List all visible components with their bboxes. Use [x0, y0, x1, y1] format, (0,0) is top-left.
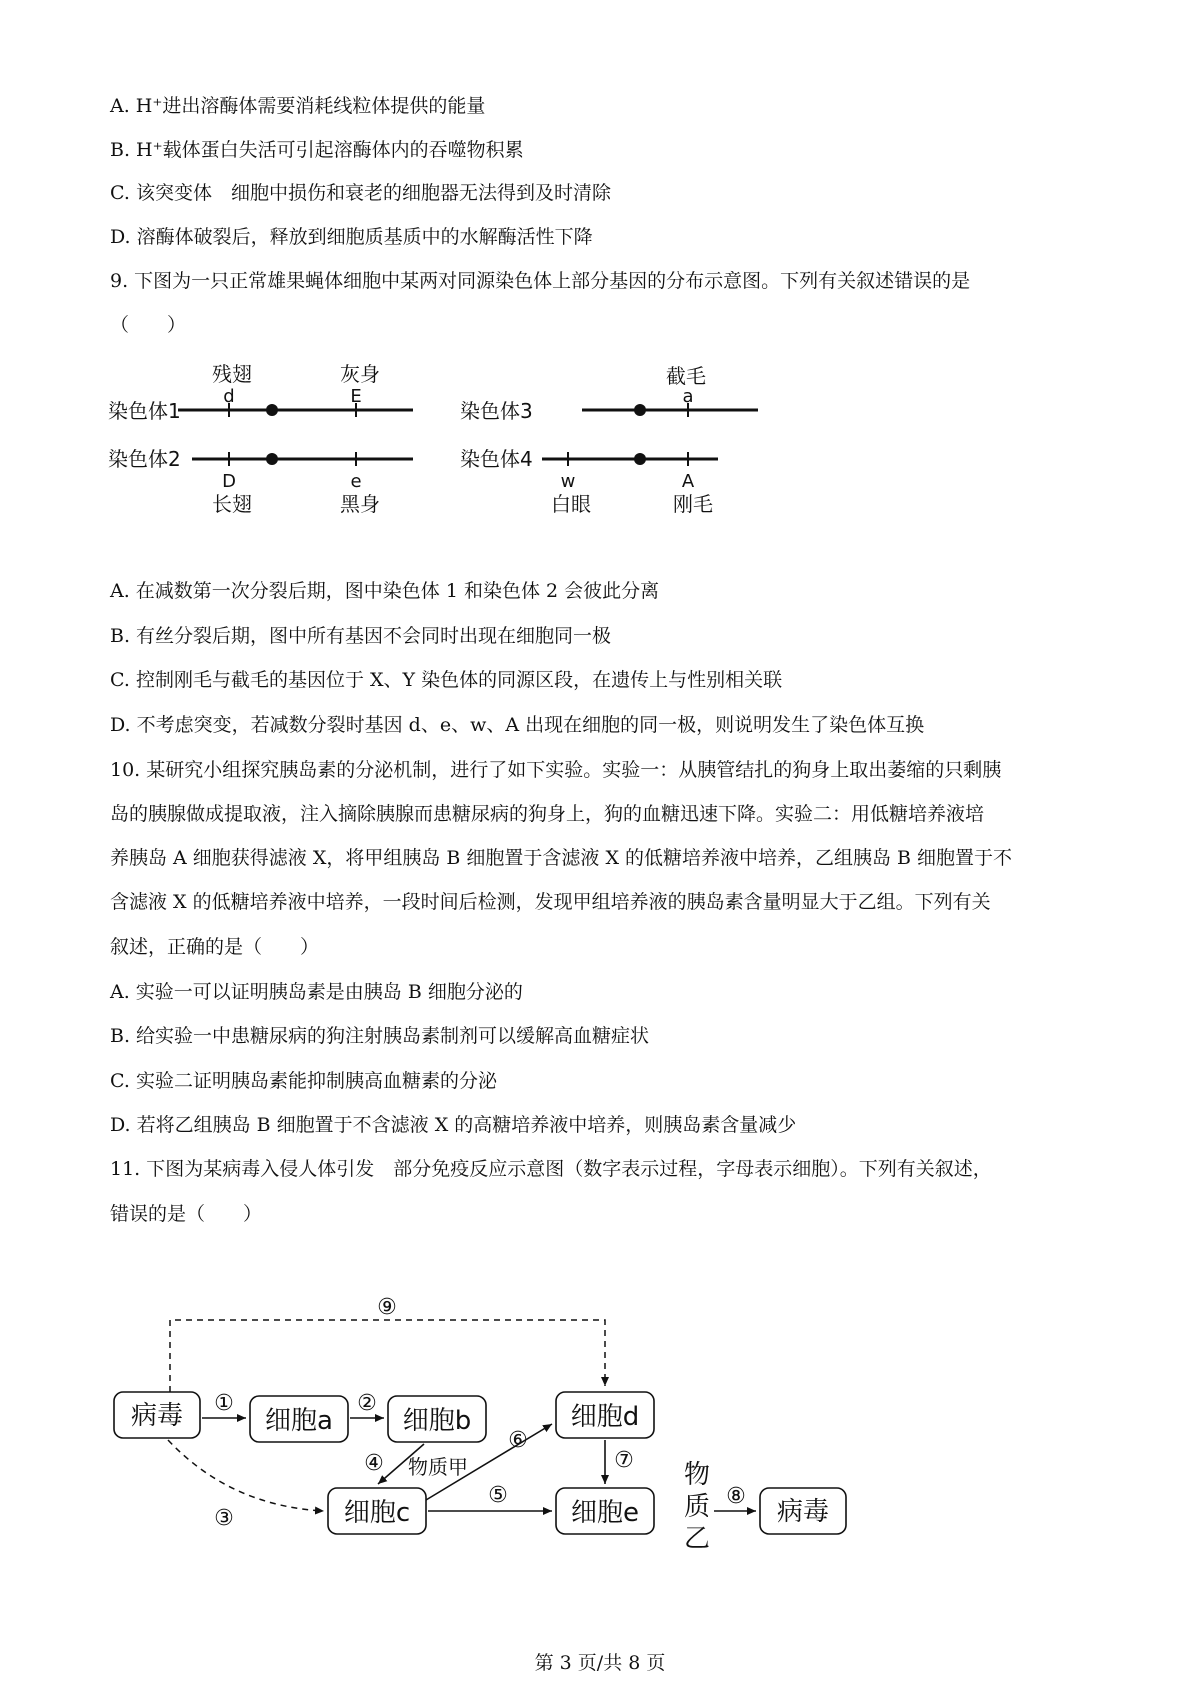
cell-e-label: 细胞e [571, 1498, 639, 1528]
step-9-label: ⑨ [377, 1295, 397, 1320]
arrow-step-3 [168, 1440, 324, 1511]
cell-d-label: 细胞d [570, 1402, 640, 1432]
q8-option-c: C. 该突变体 细胞中损伤和衰老的细胞器无法得到及时清除 [110, 182, 611, 204]
chromosome-1-trait-2: 灰身 [340, 362, 380, 386]
virus-left-label: 病毒 [130, 1401, 184, 1431]
chromosome-4-gene-1: w [560, 471, 576, 492]
chromosome-2-trait-1: 长翅 [212, 492, 252, 515]
chromosome-1-gene-1: d [223, 386, 235, 407]
chromosome-4-label: 染色体4 [460, 447, 533, 471]
q10-stem-line-2: 岛的胰腺做成提取液，注入摘除胰腺而患糖尿病的狗身上，狗的血糖迅速下降。实验二：用低糖培养液培 [110, 803, 985, 825]
chromosome-1-label: 染色体1 [108, 399, 181, 423]
q8-option-a: A. H⁺进出溶酶体需要消耗线粒体提供的能量 [110, 95, 486, 117]
virus-right-label: 病毒 [776, 1497, 830, 1527]
substance-jia-label: 物质甲 [408, 1455, 468, 1479]
chromosome-2-gene-1: D [222, 471, 236, 492]
q9-stem: 9. 下图为一只正常雄果蝇体细胞中某两对同源染色体上部分基因的分布示意图。下列有关叙述错误的是 [110, 270, 971, 292]
chromosome-2-centromere [266, 453, 278, 465]
q10-stem-line-5: 叙述，正确的是（ ） [110, 936, 320, 958]
q11-stem-line-2: 错误的是（ ） [110, 1203, 263, 1225]
chromosome-1-centromere [266, 404, 278, 416]
q10-option-a: A. 实验一可以证明胰岛素是由胰岛 B 细胞分泌的 [110, 981, 523, 1003]
chromosome-diagram [0, 355, 1200, 515]
substance-yi-char-3: 乙 [683, 1524, 711, 1554]
q10-stem-line-3: 养胰岛 A 细胞获得滤液 X，将甲组胰岛 B 细胞置于含滤液 X 的低糖培养液中培养，乙组胰岛 B 细胞置于不 [110, 847, 1013, 869]
q10-option-c: C. 实验二证明胰岛素能抑制胰高血糖素的分泌 [110, 1070, 497, 1092]
q10-stem-line-1: 10. 某研究小组探究胰岛素的分泌机制，进行了如下实验。实验一：从胰管结扎的狗身上取出萎缩的只剩胰 [110, 759, 1002, 781]
q9-option-b: B. 有丝分裂后期，图中所有基因不会同时出现在细胞同一极 [110, 625, 612, 647]
chromosome-2-label: 染色体2 [108, 447, 181, 471]
chromosome-1-trait-1: 残翅 [212, 362, 252, 386]
step-3-label: ③ [214, 1506, 234, 1531]
chromosome-4-trait-1: 白眼 [551, 492, 591, 515]
q9-option-d: D. 不考虑突变，若减数分裂时基因 d、e、w、A 出现在细胞的同一极，则说明发生了染色体互换 [110, 714, 925, 736]
q10-option-d: D. 若将乙组胰岛 B 细胞置于不含滤液 X 的高糖培养液中培养，则胰岛素含量减少 [110, 1114, 797, 1136]
chromosome-2-gene-2: e [350, 471, 362, 492]
immune-response-diagram [0, 1280, 1200, 1570]
q8-option-b: B. H⁺载体蛋白失活可引起溶酶体内的吞噬物积累 [110, 139, 524, 161]
step-8-label: ⑧ [726, 1484, 746, 1509]
chromosome-4-trait-2: 刚毛 [673, 492, 713, 515]
cell-b-label: 细胞b [402, 1406, 472, 1436]
cell-a-label: 细胞a [265, 1406, 333, 1436]
step-4-label: ④ [364, 1451, 384, 1476]
chromosome-3-centromere [634, 404, 646, 416]
chromosome-4-gene-2: A [681, 471, 695, 492]
step-1-label: ① [214, 1391, 234, 1416]
substance-yi-char-2: 质 [683, 1492, 711, 1522]
arrow-step-9 [170, 1320, 605, 1392]
q9-option-c: C. 控制刚毛与截毛的基因位于 X、Y 染色体的同源区段，在遗传上与性别相关联 [110, 669, 783, 691]
chromosome-2-trait-2: 黑身 [340, 492, 380, 515]
chromosome-4-centromere [634, 453, 646, 465]
step-2-label: ② [357, 1391, 377, 1416]
chromosome-3-gene: a [682, 386, 694, 407]
chromosome-3-label: 染色体3 [460, 399, 533, 423]
page-number: 第 3 页/共 8 页 [534, 1652, 666, 1674]
q10-option-b: B. 给实验一中患糖尿病的狗注射胰岛素制剂可以缓解高血糖症状 [110, 1025, 650, 1047]
q10-stem-line-4: 含滤液 X 的低糖培养液中培养，一段时间后检测，发现甲组培养液的胰岛素含量明显大于乙组。下列有关 [110, 891, 991, 913]
q8-option-d: D. 溶酶体破裂后，释放到细胞质基质中的水解酶活性下降 [110, 226, 593, 248]
cell-c-label: 细胞c [343, 1498, 411, 1528]
chromosome-1-gene-2: E [350, 386, 362, 407]
step-6-label: ⑥ [508, 1428, 528, 1453]
q9-option-a: A. 在减数第一次分裂后期，图中染色体 1 和染色体 2 会彼此分离 [110, 580, 660, 602]
q11-stem-line-1: 11. 下图为某病毒入侵人体引发 部分免疫反应示意图（数字表示过程，字母表示细胞）。下列有关叙述， [110, 1158, 992, 1180]
substance-yi-char-1: 物 [683, 1460, 711, 1490]
q9-stem-bracket: （ ） [110, 314, 187, 336]
step-7-label: ⑦ [614, 1448, 634, 1473]
step-5-label: ⑤ [488, 1483, 508, 1508]
chromosome-3-trait: 截毛 [666, 364, 706, 388]
